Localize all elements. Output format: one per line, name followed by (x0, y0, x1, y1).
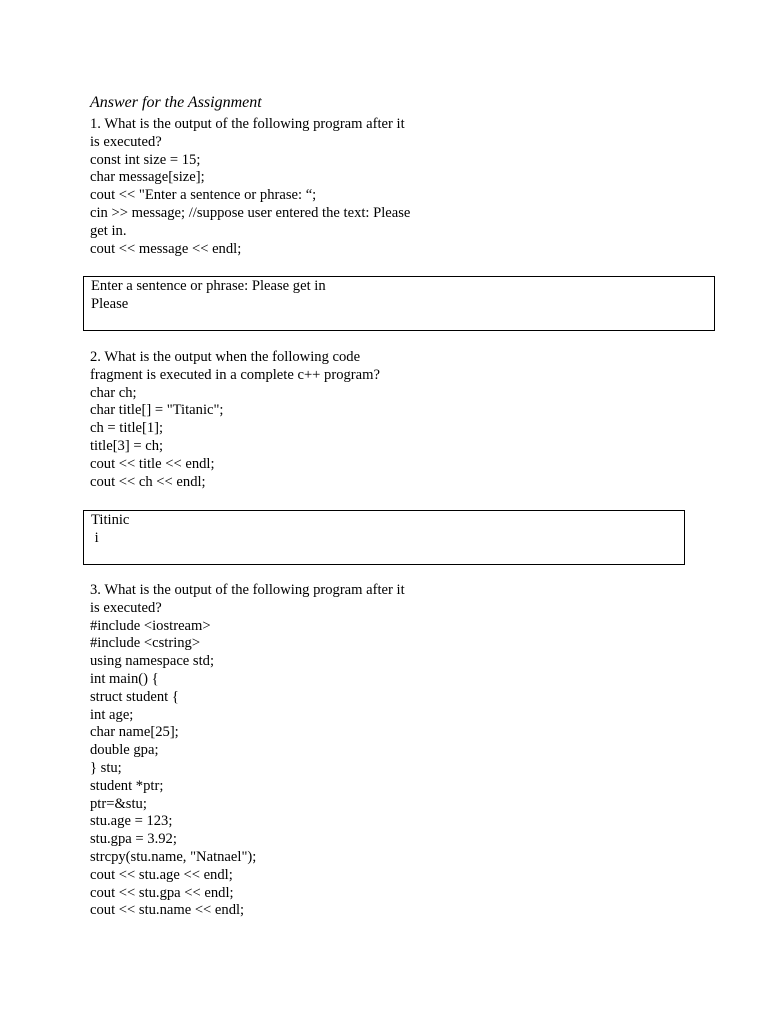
question-3 (90, 582, 405, 920)
question-3-line: 3. What is the output of the following program after it (90, 582, 405, 598)
code-line: #include <cstring> (90, 635, 201, 652)
code-line: struct student { (90, 688, 179, 705)
code-line: student *ptr; (90, 777, 164, 794)
question-2-line: fragment is executed in a complete c++ program? (90, 366, 380, 383)
code-line: cout << message << endl; (90, 240, 242, 257)
answer-box-1 (83, 276, 715, 331)
code-line: ptr=&stu; (90, 795, 147, 812)
code-line: cin >> message; //suppose user entered the text: Please (90, 204, 411, 221)
code-line: using namespace std; (90, 653, 215, 670)
code-line: char ch; (90, 384, 137, 401)
code-line: stu.gpa = 3.92; (90, 831, 177, 848)
question-1-line: is executed? (90, 133, 162, 150)
answer-line: Please (91, 295, 129, 312)
code-line: stu.age = 123; (90, 813, 173, 830)
code-line: cout << "Enter a sentence or phrase: “; (90, 187, 317, 204)
answer-line: Enter a sentence or phrase: Please get in (91, 278, 326, 294)
question-1 (90, 116, 410, 258)
question-2-line: 2. What is the output when the following code (90, 349, 361, 365)
code-line: double gpa; (90, 742, 159, 759)
code-line: int main() { (90, 670, 159, 687)
code-line: char message[size]; (90, 169, 205, 186)
code-line: #include <iostream> (90, 617, 211, 634)
document-title: Answer for the Assignment (90, 94, 262, 111)
code-line: cout << stu.gpa << endl; (90, 884, 234, 901)
code-line: } stu; (90, 759, 122, 776)
answer-box-2 (83, 510, 685, 565)
code-line: get in. (90, 222, 127, 239)
code-line: char title[] = "Titanic"; (90, 402, 224, 419)
code-line: ch = title[1]; (90, 420, 164, 437)
answer-line: Titinic (91, 512, 130, 528)
question-1-line: 1. What is the output of the following program after it (90, 116, 405, 132)
code-line: strcpy(stu.name, "Natnael"); (90, 848, 257, 865)
code-line: cout << stu.name << endl; (90, 902, 245, 919)
answer-line: i (91, 529, 99, 546)
code-line: int age; (90, 706, 134, 723)
code-line: const int size = 15; (90, 151, 201, 168)
question-3-line: is executed? (90, 599, 162, 616)
code-line: cout << title << endl; (90, 455, 215, 472)
code-line: cout << ch << endl; (90, 473, 206, 490)
question-2 (90, 349, 380, 491)
code-line: cout << stu.age << endl; (90, 866, 233, 883)
code-line: title[3] = ch; (90, 437, 164, 454)
code-line: char name[25]; (90, 724, 179, 741)
